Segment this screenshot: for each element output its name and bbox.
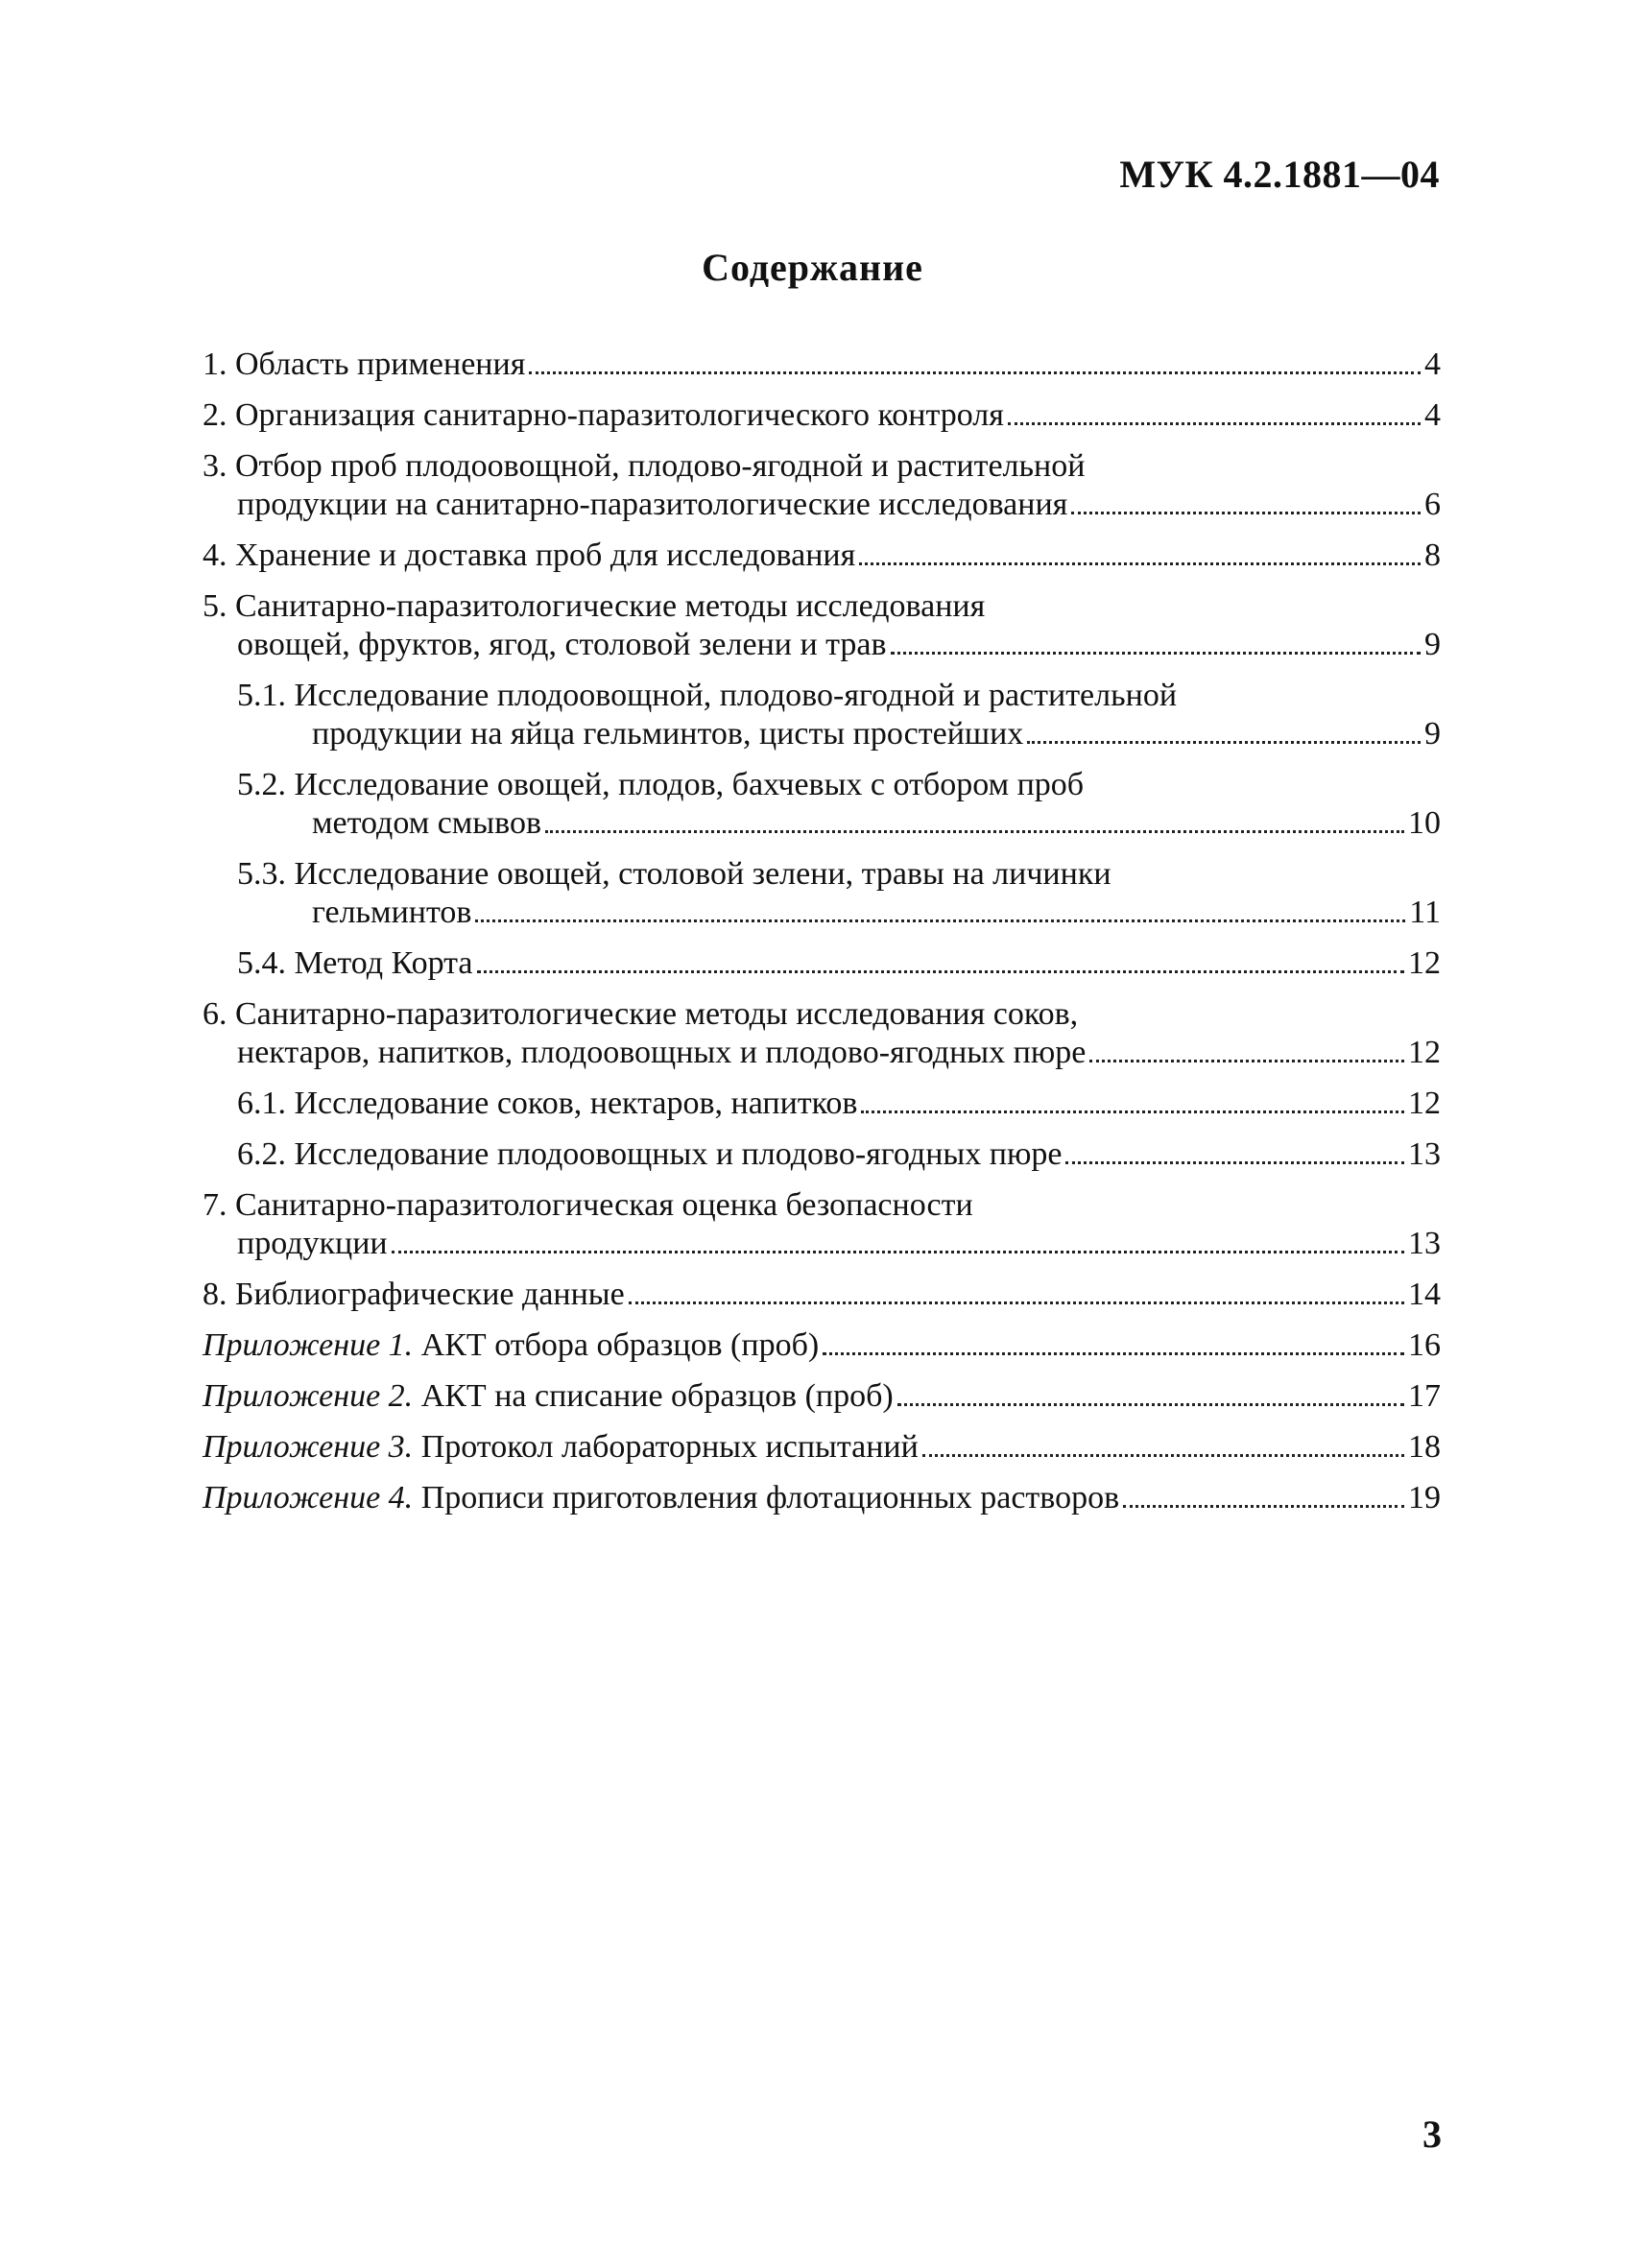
toc-entry-text: 6.2. Исследование плодоовощных и плодово-ягодных пюре <box>237 1136 1063 1172</box>
document-code: МУК 4.2.1881—04 <box>1119 153 1440 196</box>
toc-page-number: 16 <box>1408 1327 1441 1363</box>
toc-entry-text-continued: продукции на яйца гельминтов, цисты простейших <box>312 716 1024 752</box>
toc-entry-text: 6. Санитарно-паразитологические методы исследования соков, <box>203 996 1079 1032</box>
toc-page-number: 8 <box>1424 537 1441 573</box>
dot-leader <box>1065 1161 1404 1164</box>
toc-page-number: 6 <box>1424 487 1441 522</box>
toc-entry-text-continued: гельминтов <box>312 895 472 930</box>
toc-entry-text: 2. Организация санитарно-паразитологического контроля <box>203 397 1004 433</box>
dot-leader <box>1089 1060 1404 1062</box>
dot-leader <box>477 970 1404 973</box>
toc-entry-text: 5.3. Исследование овощей, столовой зелени, травы на личинки <box>237 856 1111 892</box>
toc-entry-text-continued: методом смывов <box>312 805 542 841</box>
toc-entry-text-continued: продукции <box>237 1226 388 1261</box>
toc-appendix-4[interactable] <box>203 1479 1441 1517</box>
toc-entry-text: 7. Санитарно-паразитологическая оценка безопасности <box>203 1187 973 1223</box>
toc-entry-8[interactable] <box>203 1276 1441 1314</box>
dot-leader <box>1071 512 1421 514</box>
dot-leader <box>1123 1505 1404 1508</box>
dot-leader <box>859 562 1421 565</box>
dot-leader <box>475 919 1405 922</box>
toc-page-number: 19 <box>1408 1480 1441 1516</box>
toc-entry-text: 6.1. Исследование соков, нектаров, напитков <box>237 1086 858 1121</box>
toc-appendix-3[interactable] <box>203 1428 1441 1467</box>
appendix-title: Прописи приготовления флотационных растворов <box>420 1480 1120 1516</box>
page-number: 3 <box>1422 2113 1442 2156</box>
toc-page-number: 9 <box>1424 627 1441 662</box>
toc-page-number: 13 <box>1408 1226 1441 1261</box>
toc-entry-text: 5. Санитарно-паразитологические методы исследования <box>203 588 986 624</box>
toc-entry-text: 3. Отбор проб плодоовощной, плодово-ягодной и растительной <box>203 448 1086 484</box>
appendix-label: Приложение 2. <box>203 1378 414 1414</box>
toc-entry-7[interactable] <box>203 1186 1441 1263</box>
appendix-title: АКТ отбора образцов (проб) <box>420 1327 820 1363</box>
appendix-label: Приложение 1. <box>203 1327 414 1363</box>
appendix-title: АКТ на списание образцов (проб) <box>420 1378 894 1414</box>
toc-entry-4[interactable] <box>203 537 1441 575</box>
toc-entry-text-continued: овощей, фруктов, ягод, столовой зелени и трав <box>237 627 887 662</box>
toc-appendix-text <box>203 1377 894 1416</box>
toc-page-number: 18 <box>1408 1429 1441 1465</box>
toc-appendix-1[interactable] <box>203 1326 1441 1365</box>
toc-entry-text: 5.4. Метод Корта <box>237 945 473 981</box>
table-of-contents <box>203 346 1441 1530</box>
dot-leader <box>529 371 1421 374</box>
toc-appendix-text <box>203 1479 1119 1517</box>
toc-entry-1[interactable] <box>203 346 1441 384</box>
appendix-label: Приложение 3. <box>203 1429 414 1465</box>
toc-entry-6-1[interactable] <box>203 1085 1441 1123</box>
toc-entry-5-1[interactable] <box>203 677 1441 753</box>
toc-entry-text: 4. Хранение и доставка проб для исследования <box>203 537 856 573</box>
toc-entry-5-2[interactable] <box>203 766 1441 843</box>
toc-entry-5-4[interactable] <box>203 944 1441 983</box>
dot-leader <box>392 1251 1404 1253</box>
dot-leader <box>861 1110 1404 1113</box>
dot-leader <box>1027 741 1421 744</box>
toc-page-number: 12 <box>1408 945 1441 981</box>
toc-entry-6[interactable] <box>203 995 1441 1072</box>
dot-leader <box>629 1301 1404 1304</box>
toc-appendix-text <box>203 1428 919 1467</box>
toc-entry-text: 8. Библиографические данные <box>203 1277 625 1312</box>
toc-entry-text: 1. Область применения <box>203 346 526 382</box>
toc-page-number: 12 <box>1408 1035 1441 1070</box>
toc-appendix-2[interactable] <box>203 1377 1441 1416</box>
dot-leader <box>891 652 1421 655</box>
toc-entry-3[interactable] <box>203 447 1441 524</box>
toc-entry-text: 5.2. Исследование овощей, плодов, бахчевых с отбором проб <box>237 767 1085 802</box>
toc-page-number: 14 <box>1408 1277 1441 1312</box>
toc-page-number: 12 <box>1408 1086 1441 1121</box>
toc-entry-2[interactable] <box>203 396 1441 435</box>
toc-entry-6-2[interactable] <box>203 1135 1441 1174</box>
toc-appendix-text <box>203 1326 819 1365</box>
toc-entry-5-3[interactable] <box>203 855 1441 932</box>
toc-page-number: 9 <box>1424 716 1441 752</box>
toc-page-number: 4 <box>1424 397 1441 433</box>
dot-leader <box>922 1454 1404 1457</box>
toc-entry-text-continued: продукции на санитарно-паразитологические исследования <box>237 487 1068 522</box>
appendix-title: Протокол лабораторных испытаний <box>420 1429 919 1465</box>
toc-page-number: 10 <box>1408 805 1441 841</box>
toc-page-number: 17 <box>1408 1378 1441 1414</box>
dot-leader <box>823 1352 1404 1355</box>
toc-entry-text: 5.1. Исследование плодоовощной, плодово-ягодной и растительной <box>237 678 1178 713</box>
toc-page-number: 11 <box>1409 895 1441 930</box>
toc-entry-text-continued: нектаров, напитков, плодоовощных и плодово-ягодных пюре <box>237 1035 1087 1070</box>
toc-page-number: 13 <box>1408 1136 1441 1172</box>
dot-leader <box>1008 422 1421 425</box>
toc-page-number: 4 <box>1424 346 1441 382</box>
toc-title: Содержание <box>702 246 923 289</box>
dot-leader <box>897 1403 1404 1406</box>
dot-leader <box>545 830 1404 833</box>
appendix-label: Приложение 4. <box>203 1480 414 1516</box>
toc-entry-5[interactable] <box>203 587 1441 664</box>
